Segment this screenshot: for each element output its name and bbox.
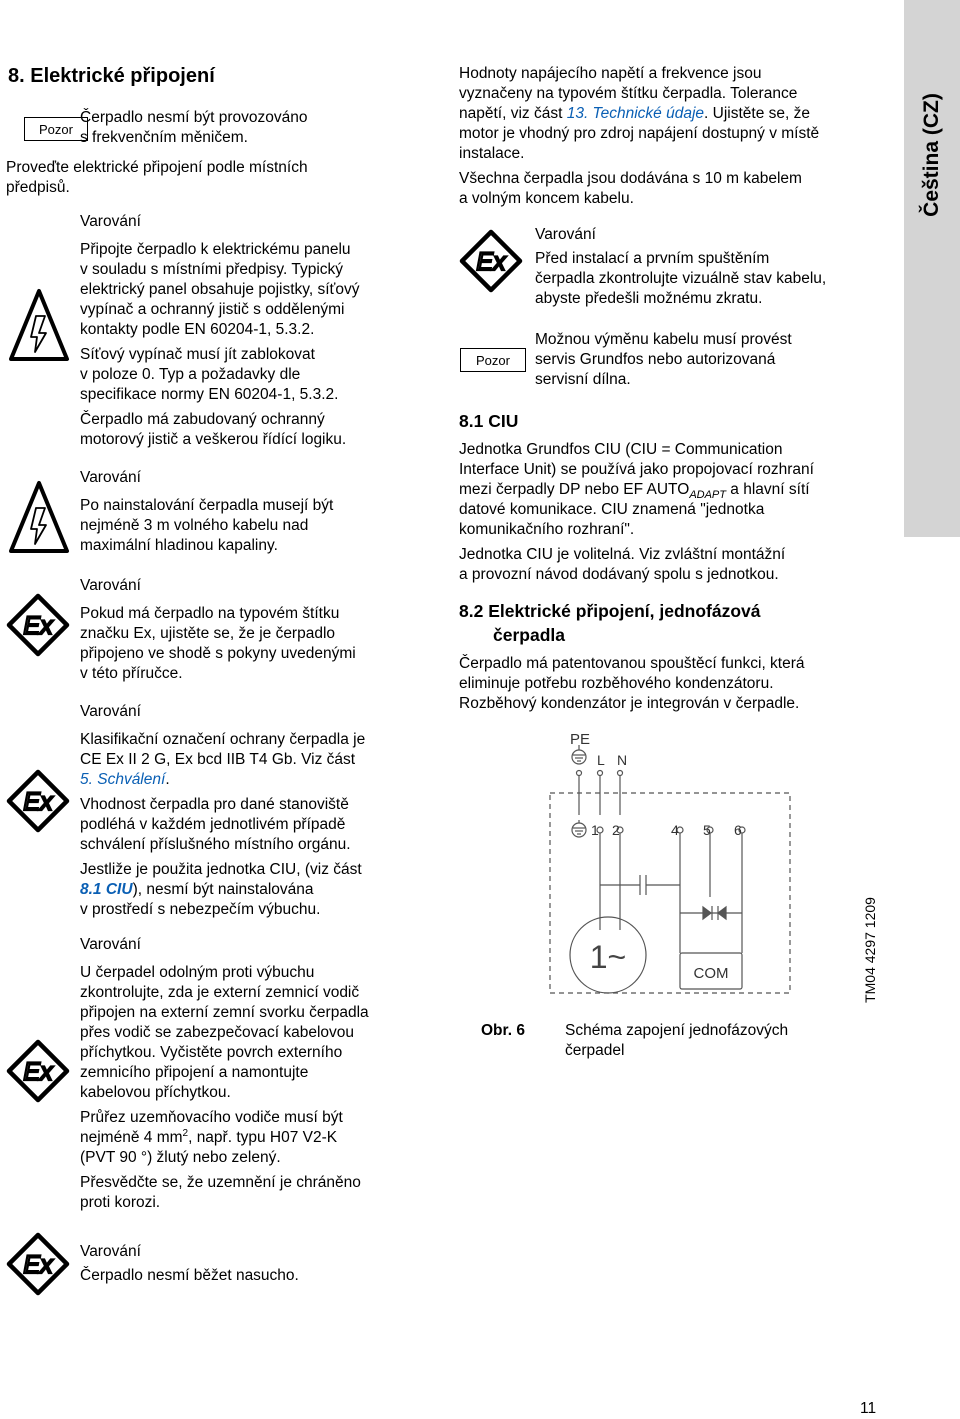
warning-label: Varování — [80, 577, 141, 594]
right-warning: Varování Před instalací a prvním spuštěním čerpadla zkontrolujte vizuálně stav kabelu, abyste předešli možnému zkratu. — [535, 226, 827, 307]
pozor-badge: Pozor — [24, 117, 88, 141]
l-label: L — [597, 752, 605, 768]
wiring-diagram — [540, 725, 800, 1000]
link-ciu[interactable]: 8.1 CIU — [80, 881, 133, 898]
ex-symbol-icon — [5, 1231, 71, 1297]
terminal-6: 6 — [734, 822, 742, 838]
figure-caption: Schéma zapojení jednofázových čerpadel — [565, 1022, 789, 1059]
link-schvaleni[interactable]: 5. Schválení — [80, 771, 166, 788]
warning-label: Varování — [535, 226, 596, 243]
svg-text:Ex: Ex — [476, 248, 506, 276]
motor-label: 1~ — [589, 939, 627, 975]
warning-block-2: Varování Po nainstalování čerpadla musejí být nejméně 3 m volného kabelu nad maximální hladinou kapaliny. — [80, 469, 334, 554]
pe-label: PE — [570, 731, 591, 748]
page-number: 11 — [860, 1400, 877, 1417]
tm-code: TM04 4297 1209 — [862, 897, 878, 1003]
warning-label: Varování — [80, 1243, 141, 1260]
n-label: N — [617, 752, 628, 768]
pozor-badge: Pozor — [460, 348, 526, 372]
ex-symbol-icon — [5, 592, 71, 658]
terminal-5: 5 — [703, 822, 711, 838]
warning-block-3: Varování Pokud má čerpadlo na typovém štítku značku Ex, ujistěte se, že je čerpadlo připojeno ve shodě s pokyny uvedenými v této příručce. — [80, 577, 356, 682]
ciu-heading: 8.1 CIU — [459, 411, 519, 431]
warning-label: Varování — [80, 936, 141, 953]
pozor-note: Čerpadlo nesmí být provozováno s frekvenčním měničem. — [80, 109, 308, 146]
ex-symbol-icon — [5, 768, 71, 834]
warning-block-1: Varování Připojte čerpadlo k elektrickému panelu v souladu s místními předpisy. Typický elektrický panel obsahuje pojistky, síťový vypínač a ochranný jistič s oddělenými kontakty podle EN 60204-1, 5.3.2. Síťový vypínač musí jít zablokovat v poloze 0. Typ a požadavky dle specifikace normy EN 60204-1, 5.3.2. Čerpadlo má zabudovaný ochranný motorový jistič a veškerou řídící logiku. — [80, 213, 360, 448]
figure-label: Obr. 6 — [481, 1022, 525, 1039]
warning-block-4: Varování Klasifikační označení ochrany čerpadla je CE Ex II 2 G, Ex bcd IIB T4 Gb. Viz část 5. Schválení. Vhodnost čerpadla pro dané stanoviště podléhá v každém jednotlivém případě schválení příslušného místního orgánu. Jestliže je použita jednotka CIU, (viz část 8.1 CIU), nesmí být nainstalována v prostředí s nebezpečím výbuchu. — [80, 703, 366, 918]
svg-text:Ex: Ex — [23, 612, 53, 640]
section-8-2-heading: 8.2 Elektrické připojení, jednofázová čerpadla — [459, 601, 761, 645]
language-label: Čeština (CZ) — [920, 93, 943, 217]
warning-block-6: Varování Čerpadlo nesmí běžet nasucho. — [80, 1243, 299, 1284]
ex-symbol-icon — [458, 228, 524, 294]
electric-hazard-icon — [6, 478, 72, 556]
link-technicke-udaje[interactable]: 13. Technické údaje — [566, 105, 705, 122]
warning-label: Varování — [80, 213, 141, 230]
language-tab — [904, 0, 960, 537]
ciu-paragraph: Jednotka Grundfos CIU (CIU = Communication Interface Unit) se používá jako propojovací rozhraní mezi čerpadly DP nebo EF $AUTO_{ADAPT}$ a hlavní sítí datové komunikace. CIU znamená "jednotka komunikačního rozhraní". Jednotka CIU je volitelná. Viz zvláštní montážní a provozní návod dodávaný spolu s jednotkou. — [459, 441, 814, 583]
terminal-1: 1 — [591, 822, 599, 838]
terminal-4: 4 — [671, 822, 679, 838]
ex-symbol-icon — [5, 1038, 71, 1104]
svg-text:Ex: Ex — [23, 1058, 53, 1086]
section-8-2-paragraph: Čerpadlo má patentovanou spouštěcí funkci, která eliminuje potřebu rozběhového kondenzátoru. Rozběhový kondenzátor je integrován v čerpadle. — [459, 655, 805, 712]
svg-text:Ex: Ex — [23, 1251, 53, 1279]
warning-label: Varování — [80, 703, 141, 720]
voltage-paragraph: Hodnoty napájecího napětí a frekvence jsou vyznačeny na typovém štítku čerpadla. Tolerance napětí, viz část 13. Technické údaje. Ujistěte se, že motor je vhodný pro zdroj napájení dostupný v místě instalace. Všechna čerpadla jsou dodávána s 10 m kabelem a volným koncem kabelu. — [459, 65, 820, 207]
right-pozor-note: Možnou výměnu kabelu musí provést servis Grundfos nebo autorizovaná servisní dílna. — [535, 331, 792, 388]
section-title: 8. Elektrické připojení — [8, 65, 215, 87]
svg-text:Ex: Ex — [23, 788, 53, 816]
intro-paragraph: Proveďte elektrické připojení podle místních předpisů. — [6, 159, 308, 196]
electric-hazard-icon — [6, 286, 72, 364]
com-label: COM — [693, 965, 729, 982]
warning-label: Varování — [80, 469, 141, 486]
warning-block-5: Varování U čerpadel odolným proti výbuchu zkontrolujte, zda je externí zemnicí vodič připojen na externí zemní svorku čerpadla přes vodič se zabezpečovací kabelovou příchytkou. Vyčistěte povrch externího zemnicího připojení a namontujte kabelovou příchytkou. Průřez uzemňovacího vodiče musí být nejméně 4 $mm^2$, např. typu H07 V2-K (PVT 90 °) žlutý nebo zelený. Přesvědčte se, že uzemnění je chráněno proti korozi. — [80, 936, 369, 1211]
terminal-2: 2 — [612, 822, 620, 838]
